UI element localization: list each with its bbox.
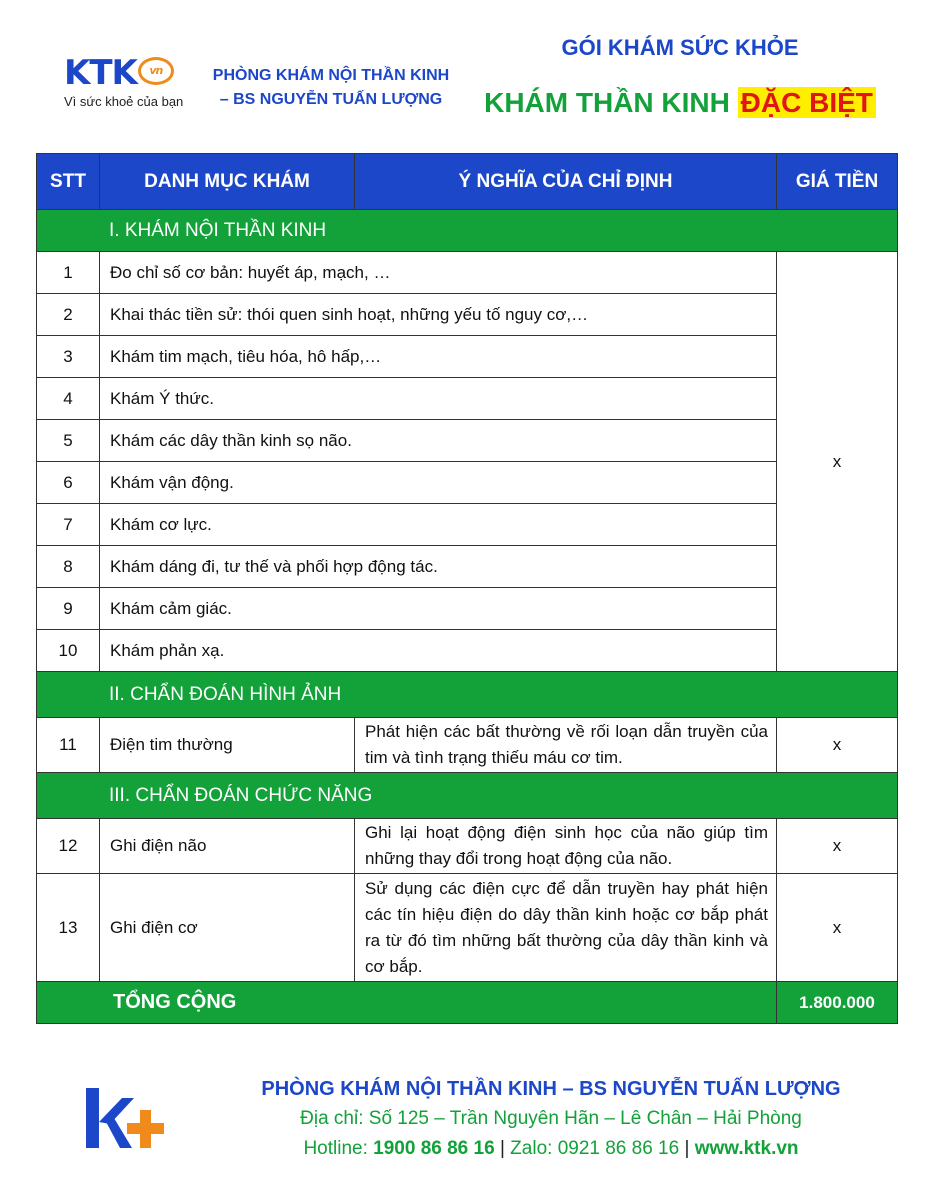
section-title: II. CHẨN ĐOÁN HÌNH ẢNH: [37, 672, 898, 718]
row-item: Đo chỉ số cơ bản: huyết áp, mạch, …: [100, 252, 777, 294]
table-row: [37, 252, 898, 294]
section-row: [37, 210, 898, 252]
table-row: [37, 294, 898, 336]
row-stt: 13: [37, 874, 100, 982]
website-link[interactable]: www.ktk.vn: [694, 1138, 799, 1159]
table-row: [37, 874, 898, 982]
row-price: x: [777, 718, 898, 773]
row-price: x: [777, 252, 898, 672]
package-highlight: ĐẶC BIỆT: [738, 87, 876, 118]
row-meaning: Ghi lại hoạt động điện sinh học của não giúp tìm những thay đổi trong hoạt động của não.: [355, 819, 777, 874]
package-subtitle: [470, 84, 890, 122]
row-stt: 1: [37, 252, 100, 294]
row-item: Khám dáng đi, tư thế và phối hợp động tác.: [100, 546, 777, 588]
section-row: [37, 773, 898, 819]
row-meaning: Phát hiện các bất thường về rối loạn dẫn truyền của tim và tình trạng thiếu máu cơ tim.: [355, 718, 777, 773]
footer-contact: [236, 1074, 866, 1164]
section-title: I. KHÁM NỘI THẦN KINH: [37, 210, 898, 252]
row-item: Khám cảm giác.: [100, 588, 777, 630]
table-row: [37, 462, 898, 504]
footer-contact-line: [236, 1134, 866, 1164]
table-row: [37, 420, 898, 462]
k-plus-logo-icon: [84, 1088, 164, 1152]
separator: |: [684, 1138, 690, 1159]
row-item: Khám vận động.: [100, 462, 777, 504]
row-item: Khám Ý thức.: [100, 378, 777, 420]
row-price: x: [777, 819, 898, 874]
row-stt: 12: [37, 819, 100, 874]
table-row: [37, 546, 898, 588]
table-row: [37, 819, 898, 874]
total-label: TỔNG CỘNG: [37, 982, 777, 1024]
logo-text: KTK: [64, 53, 137, 93]
row-price: x: [777, 874, 898, 982]
row-stt: 8: [37, 546, 100, 588]
row-stt: 11: [37, 718, 100, 773]
table-row: [37, 336, 898, 378]
row-stt: 9: [37, 588, 100, 630]
footer-address: Địa chỉ: Số 125 – Trần Nguyên Hãn – Lê Chân – Hải Phòng: [300, 1108, 802, 1129]
header-price: GIÁ TIỀN: [777, 154, 898, 210]
row-item: Khám tim mạch, tiêu hóa, hô hấp,…: [100, 336, 777, 378]
row-item: Khám cơ lực.: [100, 504, 777, 546]
row-stt: 4: [37, 378, 100, 420]
zalo-number: Zalo: 0921 86 86 16: [510, 1138, 680, 1159]
table-row: [37, 630, 898, 672]
header-stt: STT: [37, 154, 100, 210]
row-item: Điện tim thường: [100, 718, 355, 773]
hotline-number: 1900 86 86 16: [373, 1138, 495, 1159]
row-item: Khai thác tiền sử: thói quen sinh hoạt, những yếu tố nguy cơ,…: [100, 294, 777, 336]
table-header-row: [37, 154, 898, 210]
row-item: Khám các dây thần kinh sọ não.: [100, 420, 777, 462]
section-title: III. CHẨN ĐOÁN CHỨC NĂNG: [37, 773, 898, 819]
table-row: [37, 718, 898, 773]
row-item: Khám phản xạ.: [100, 630, 777, 672]
row-stt: 5: [37, 420, 100, 462]
clinic-line-1: PHÒNG KHÁM NỘI THẦN KINH: [212, 67, 450, 84]
logo-tagline: Vì sức khoẻ của bạn: [64, 94, 184, 109]
header-meaning: Ý NGHĨA CỦA CHỈ ĐỊNH: [355, 154, 777, 210]
total-row: [37, 982, 898, 1024]
row-item: Ghi điện cơ: [100, 874, 355, 982]
row-item: Ghi điện não: [100, 819, 355, 874]
row-stt: 3: [37, 336, 100, 378]
logo-oval-icon: [138, 57, 174, 85]
clinic-line-2: – BS NGUYỄN TUẤN LƯỢNG: [219, 91, 443, 108]
row-stt: 7: [37, 504, 100, 546]
ktk-logo: [64, 53, 184, 116]
footer-clinic: PHÒNG KHÁM NỘI THẦN KINH – BS NGUYỄN TUẤN LƯỢNG: [261, 1078, 841, 1100]
header-category: DANH MỤC KHÁM: [100, 154, 355, 210]
row-stt: 6: [37, 462, 100, 504]
section-row: [37, 672, 898, 718]
row-stt: 2: [37, 294, 100, 336]
separator: |: [499, 1138, 505, 1159]
package-sub-text: KHÁM THẦN KINH: [484, 87, 730, 118]
price-table: [36, 153, 898, 1024]
logo-suffix: vn: [149, 63, 163, 77]
table-row: [37, 588, 898, 630]
table-row: [37, 504, 898, 546]
hotline-label: Hotline:: [303, 1138, 368, 1159]
total-value: 1.800.000: [777, 982, 898, 1024]
clinic-name-header: [196, 64, 466, 112]
row-stt: 10: [37, 630, 100, 672]
table-row: [37, 378, 898, 420]
package-title: GÓI KHÁM SỨC KHỎE: [561, 35, 799, 60]
row-meaning: Sử dụng các điện cực để dẫn truyền hay phát hiện các tín hiệu điện do dây thần kinh hoặc cơ bắp phát ra từ đó tìm những bất thường của dây thần kinh và cơ bắp.: [355, 874, 777, 982]
